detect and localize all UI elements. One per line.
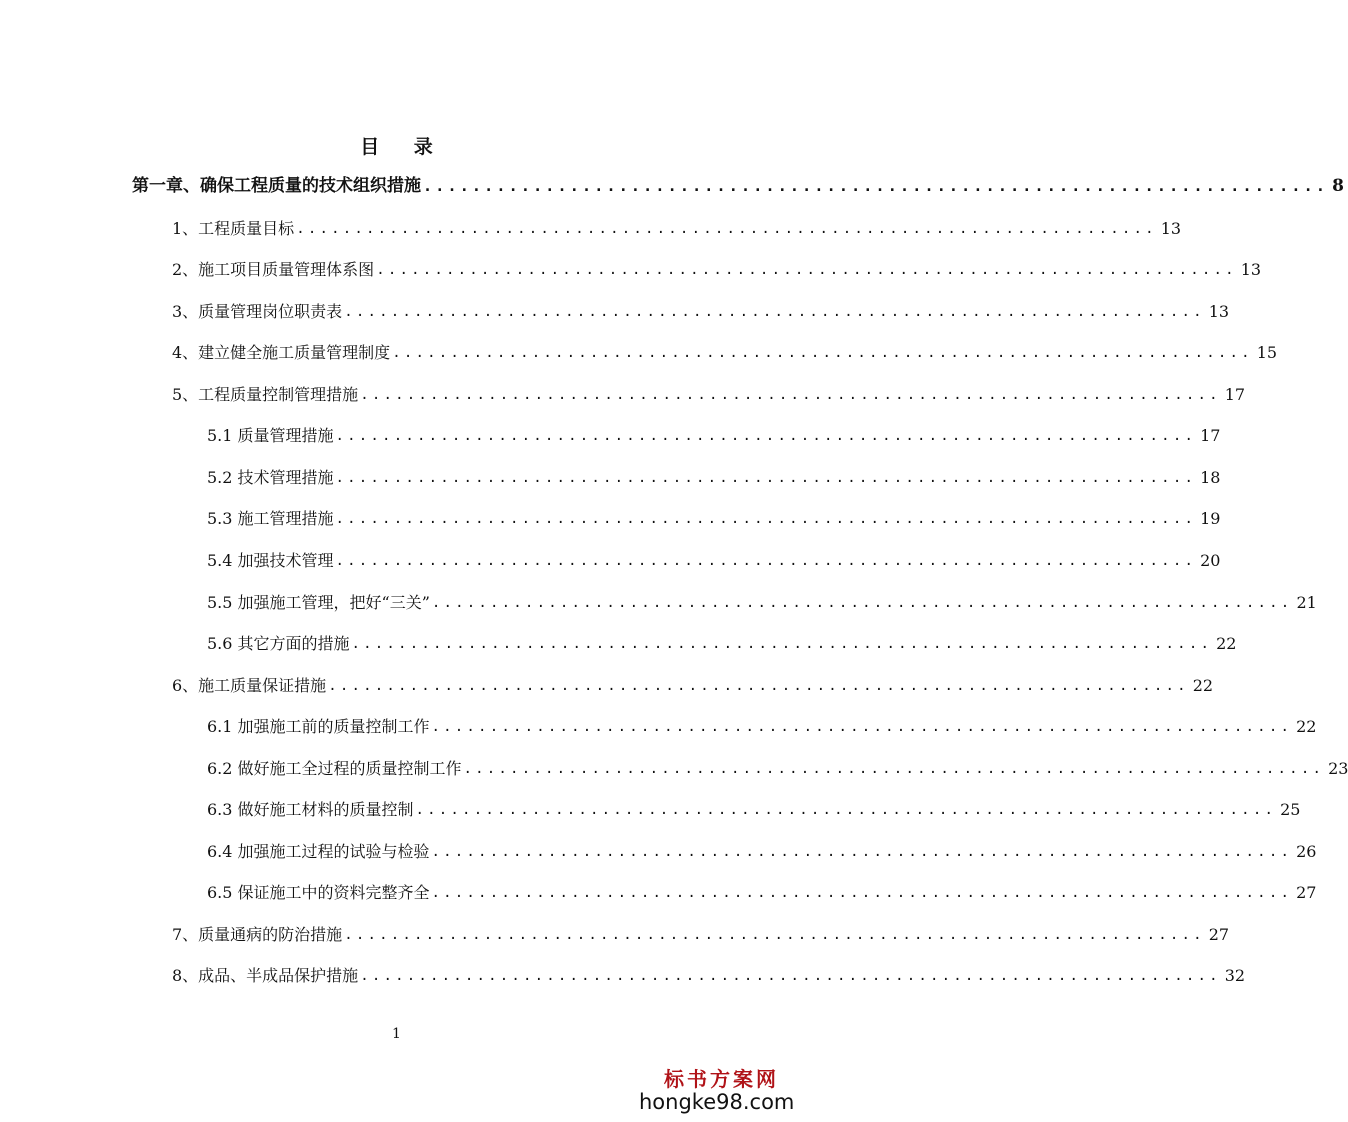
toc-leader: .......................................................................... [431,595,1293,611]
toc-entry-page: 19 [1200,509,1221,528]
toc-entry-text: 6.1 加强施工前的质量控制工作 [207,717,430,736]
toc-leader: .......................................................................... [431,844,1293,860]
toc-entry-text: 6.4 加强施工过程的试验与检验 [207,842,430,861]
toc-entry-text: 3、质量管理岗位职责表 [172,302,343,321]
toc-entry-text: 5.2 技术管理措施 [207,468,334,487]
site-watermark [639,1067,795,1114]
toc-leader: .......................................................................... [335,511,1197,527]
toc-entry[interactable] [132,173,1344,199]
toc-entry[interactable] [207,590,1317,616]
toc-entry[interactable] [172,673,1214,699]
toc-entry-text: 5.4 加强技术管理 [207,551,334,570]
toc-leader: .......................................................................... [423,177,1329,195]
toc-entry[interactable] [207,465,1221,491]
toc-entry-page: 32 [1224,966,1246,985]
toc-leader: .......................................................................... [335,553,1197,569]
toc-entry-text: 6.2 做好施工全过程的质量控制工作 [207,759,462,778]
toc-entry-page: 13 [1208,302,1230,321]
toc-entry[interactable] [207,423,1221,449]
toc-entry[interactable] [207,548,1221,574]
toc-entry-page: 8 [1332,176,1344,196]
toc-entry-text: 5、工程质量控制管理措施 [172,385,359,404]
toc-entry-page: 21 [1296,593,1317,612]
toc-entry-text: 6、施工质量保证措施 [172,676,327,695]
toc-entry-page: 22 [1296,717,1317,736]
toc-entry[interactable] [172,340,1278,366]
toc-entry-text: 4、建立健全施工质量管理制度 [172,343,391,362]
toc-entry-page: 26 [1296,842,1317,861]
toc-entry[interactable] [207,756,1348,782]
toc-leader: .......................................................................... [376,262,1237,278]
toc-title: 目 录 [360,136,447,158]
toc-leader: .......................................................................... [344,927,1205,943]
toc-entry-page: 23 [1328,759,1348,778]
toc-leader: .......................................................................... [392,345,1253,361]
toc-entry-text: 7、质量通病的防治措施 [172,925,343,944]
toc-leader: .......................................................................... [360,968,1221,984]
toc-entry[interactable] [172,963,1246,989]
toc-entry-page: 27 [1296,883,1317,902]
toc-entry[interactable] [207,797,1301,823]
toc-entry[interactable] [172,257,1262,283]
toc-leader: .......................................................................... [351,636,1213,652]
toc-entry[interactable] [172,382,1246,408]
toc-leader: .......................................................................... [463,761,1325,777]
toc-entry-page: 20 [1200,551,1221,570]
toc-entry-text: 5.1 质量管理措施 [207,426,334,445]
toc-entry-page: 22 [1192,676,1214,695]
toc-leader: .......................................................................... [344,304,1205,320]
watermark-logo-cn: 标书方案网 [664,1067,779,1091]
toc-entry-text: 5.3 施工管理措施 [207,509,334,528]
toc-leader: .......................................................................... [335,470,1197,486]
toc-leader: .......................................................................... [415,802,1277,818]
page-number: 1 [392,1026,401,1042]
toc-entry[interactable] [207,839,1317,865]
toc-leader: .......................................................................... [328,678,1189,694]
toc-entry-page: 15 [1256,343,1278,362]
toc-entry-text: 5.5 加强施工管理，把好“三关” [207,593,430,612]
toc-leader: .......................................................................... [431,719,1293,735]
toc-entry-page: 13 [1160,219,1182,238]
toc-entry-page: 25 [1280,800,1301,819]
toc-leader: .......................................................................... [360,387,1221,403]
toc-entry-page: 13 [1240,260,1262,279]
toc-entry-page: 18 [1200,468,1221,487]
toc-entry[interactable] [207,714,1317,740]
toc-entry-page: 27 [1208,925,1230,944]
toc-entry-text: 2、施工项目质量管理体系图 [172,260,375,279]
toc-entry-text: 5.6 其它方面的措施 [207,634,350,653]
toc-entry[interactable] [207,631,1237,657]
toc-entry-text: 1、工程质量目标 [172,219,295,238]
toc-entry-text: 第一章、确保工程质量的技术组织措施 [132,176,421,196]
toc-leader: .......................................................................... [431,885,1293,901]
toc-leader: .......................................................................... [296,221,1157,237]
toc-entry-text: 6.5 保证施工中的资料完整齐全 [207,883,430,902]
toc-entry[interactable] [172,216,1182,242]
toc-entry[interactable] [207,880,1317,906]
toc-entry[interactable] [172,299,1230,325]
toc-leader: .......................................................................... [335,428,1197,444]
toc-entry-page: 17 [1224,385,1246,404]
toc-entry-page: 17 [1200,426,1221,445]
watermark-url: hongke98.com [639,1090,795,1114]
toc-entry[interactable] [172,922,1230,948]
toc-entry[interactable] [207,506,1221,532]
toc-entry-text: 8、成品、半成品保护措施 [172,966,359,985]
toc-entry-page: 22 [1216,634,1237,653]
toc-entry-text: 6.3 做好施工材料的质量控制 [207,800,414,819]
